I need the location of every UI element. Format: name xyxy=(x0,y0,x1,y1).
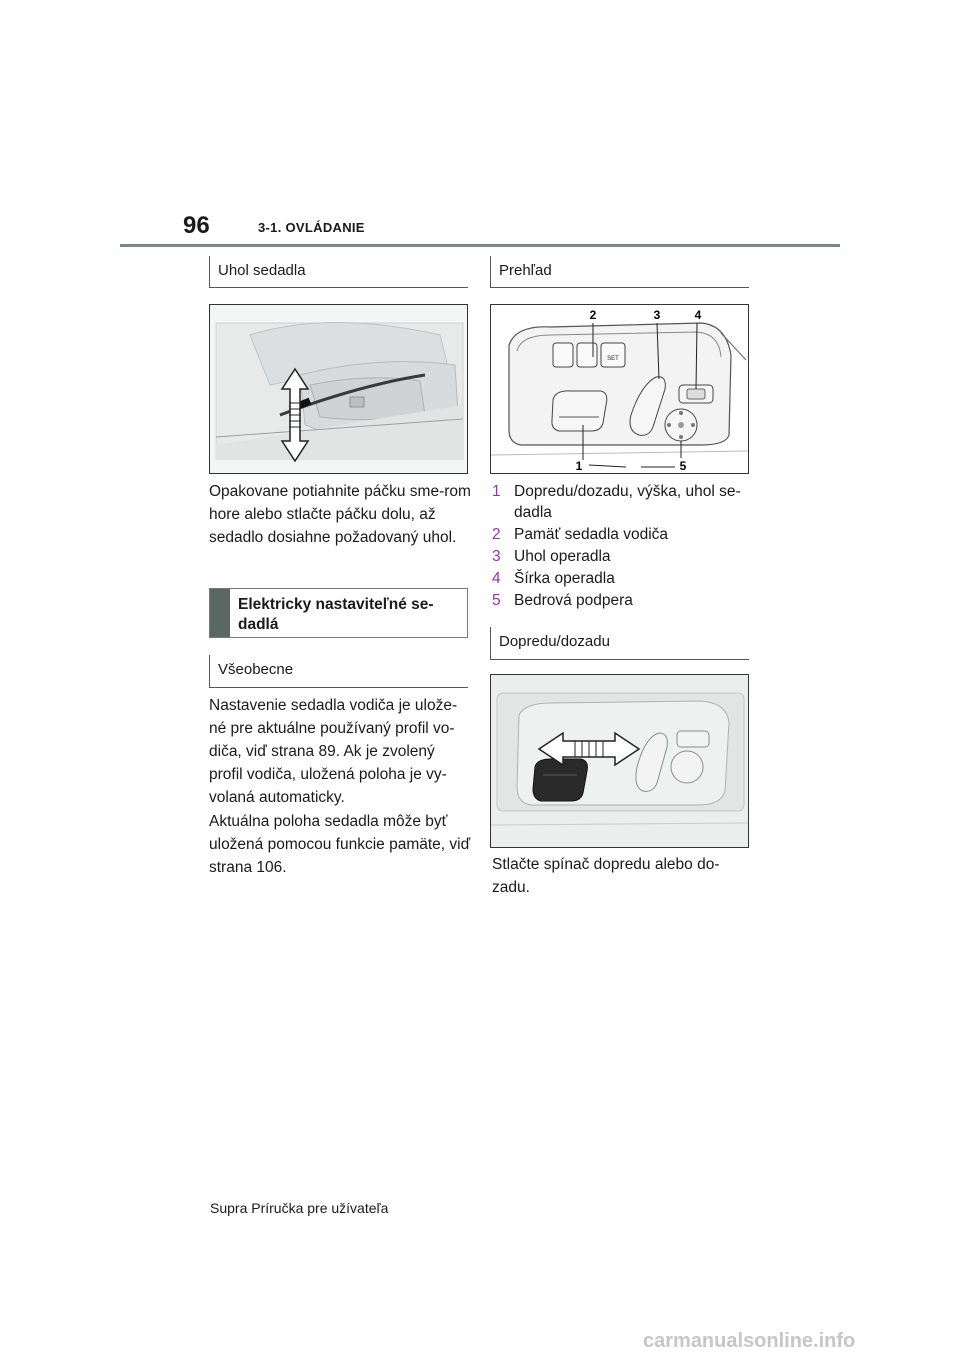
list-item-number: 1 xyxy=(492,483,501,500)
general-text-1: Nastavenie sedadla vodiča je ulože-né pre aktuálne používaný profil vo-diča, viď strana 89. Ak je zvolený profil vodiča, uložená poloha je vy-volaná automaticky. xyxy=(209,697,458,806)
overview-list xyxy=(492,481,754,612)
list-item xyxy=(492,568,754,589)
heading-general xyxy=(209,655,468,688)
box-heading-bar xyxy=(210,589,230,637)
list-item xyxy=(492,590,754,611)
callout-5: 5 xyxy=(679,459,687,473)
figure-seat-angle xyxy=(209,304,468,474)
seat-controls-illustration xyxy=(491,305,749,474)
list-item-number: 4 xyxy=(492,570,501,587)
list-item xyxy=(492,546,754,567)
figure-forward-backward xyxy=(490,674,749,848)
heading-seat-angle xyxy=(209,256,468,288)
list-item xyxy=(492,524,754,545)
seat-angle-text: Opakovane potiahnite páčku sme-rom hore alebo stlačte páčku dolu, až sedadlo dosiahne požadovaný uhol. xyxy=(209,483,471,546)
chapter-title: 3-1. OVLÁDANIE xyxy=(258,220,365,235)
set-button-label: SET xyxy=(607,356,619,362)
box-heading-electric-seats xyxy=(209,588,468,638)
watermark: carmanualsonline.info xyxy=(643,1330,856,1352)
box-heading-text: Elektricky nastaviteľné se-dadlá xyxy=(238,596,434,633)
page-number: 96 xyxy=(183,212,210,239)
list-item-label: Dopredu/dozadu, výška, uhol se-dadla xyxy=(514,483,741,521)
list-item-label: Uhol operadla xyxy=(514,548,611,565)
heading-general-text: Všeobecne xyxy=(218,661,294,678)
heading-forward-backward-text: Dopredu/dozadu xyxy=(499,633,610,650)
callout-4: 4 xyxy=(694,308,702,322)
list-item-number: 5 xyxy=(492,592,501,609)
list-item-label: Bedrová podpera xyxy=(514,592,633,609)
heading-forward-backward xyxy=(490,627,749,660)
footer-text: Supra Príručka pre užívateľa xyxy=(210,1200,389,1216)
list-item-label: Pamäť sedadla vodiča xyxy=(514,526,669,543)
callout-1: 1 xyxy=(575,459,583,473)
figure-overview xyxy=(490,304,749,474)
forward-backward-illustration xyxy=(491,675,749,848)
forward-backward-text: Stlačte spínač dopredu alebo do-zadu. xyxy=(492,856,720,896)
callout-3: 3 xyxy=(653,308,661,322)
general-text-2: Aktuálna poloha sedadla môže byť uložená pomocou funkcie pamäte, viď strana 106. xyxy=(209,813,471,876)
callout-2: 2 xyxy=(589,308,597,322)
list-item xyxy=(492,481,754,523)
heading-overview-text: Prehľad xyxy=(499,262,552,279)
seat-lever-illustration xyxy=(210,305,468,474)
heading-seat-angle-text: Uhol sedadla xyxy=(218,262,306,279)
header-rule xyxy=(120,244,840,247)
list-item-label: Šírka operadla xyxy=(514,570,615,587)
list-item-number: 3 xyxy=(492,548,501,565)
list-item-number: 2 xyxy=(492,526,501,543)
heading-overview xyxy=(490,256,749,288)
